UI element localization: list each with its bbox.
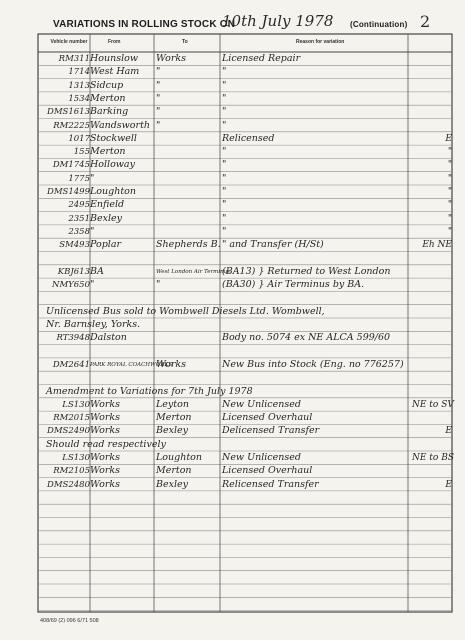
cell-end: " — [447, 187, 452, 197]
cell-from: Dalston — [90, 332, 127, 344]
column-header-from: From — [108, 39, 121, 45]
cell-end — [412, 53, 452, 65]
cell-from: BA — [90, 265, 104, 277]
cell-to: " — [156, 119, 161, 131]
cell-reason: " — [222, 106, 227, 118]
cell-end: " — [447, 160, 452, 171]
cell-reason: " — [222, 172, 227, 184]
cell-to: Merton — [156, 412, 192, 424]
cell-to: Shepherds B. — [156, 239, 221, 251]
cell-end — [412, 80, 452, 92]
cell-from: Enfield — [90, 199, 125, 211]
cell-end: " — [447, 173, 452, 184]
ledger-note-line — [46, 253, 406, 265]
cell-reason: (BA30) } Air Terminus by BA. — [222, 279, 365, 291]
cell-from: Barking — [90, 106, 129, 118]
cell-end — [412, 266, 452, 278]
cell-vehicle: DMS2480 — [47, 479, 90, 490]
cell-end: NE to BS — [412, 453, 454, 463]
cell-vehicle: 2495 — [68, 200, 90, 211]
cell-from: PARK ROYAL COACHWORKS — [90, 361, 173, 368]
cell-reason: (BA13) } Returned to West London — [222, 265, 391, 277]
form-footer: 408/69 (2) 096 6/71 508 — [40, 618, 99, 624]
cell-end — [412, 465, 452, 477]
cell-from: Works — [90, 412, 121, 424]
cell-from: Works — [90, 478, 121, 490]
cell-from: Bexley — [90, 212, 122, 224]
cell-vehicle: 2358 — [68, 226, 90, 237]
cell-vehicle: LS130 — [62, 399, 90, 410]
cell-end: " — [447, 213, 452, 224]
cell-vehicle: NMY650 — [52, 280, 90, 291]
cell-to — [156, 213, 220, 225]
cell-end — [412, 279, 452, 291]
cell-end — [412, 332, 452, 344]
column-header-vehicle: Vehicle number — [50, 39, 88, 45]
cell-from: Works — [90, 465, 121, 477]
cell-from: Works — [90, 398, 121, 410]
cell-from: Holloway — [90, 159, 135, 171]
ledger-note-line: Amendment to Variations for 7th July 1978 — [46, 385, 253, 397]
cell-vehicle: RM311 — [58, 54, 90, 64]
column-header-to: To — [182, 39, 188, 45]
ledger-note-line — [46, 346, 406, 358]
cell-to: Works — [156, 358, 187, 370]
cell-vehicle: DMS2490 — [47, 426, 90, 437]
cell-end — [412, 93, 452, 105]
cell-reason: " — [222, 159, 227, 171]
ledger-note-line: Unlicensed Bus sold to Wombwell Diesels Ltd. Wombwell, — [46, 305, 325, 317]
cell-reason: " — [222, 186, 227, 197]
cell-reason: Relicensed — [222, 132, 275, 144]
cell-end: E — [445, 479, 452, 490]
cell-reason: " and Transfer (H/St) — [222, 239, 324, 251]
cell-from: Merton — [90, 92, 126, 104]
cell-reason: New Bus into Stock (Eng. no 776257) — [222, 358, 404, 370]
form-title: VARIATIONS IN ROLLING STOCK ON — [53, 19, 236, 30]
cell-end — [412, 359, 452, 371]
cell-reason: " — [222, 146, 227, 158]
cell-to: West London Air Terminus — [156, 268, 230, 275]
cell-vehicle: KBJ613 — [57, 266, 90, 277]
cell-vehicle: 2351 — [68, 213, 90, 224]
cell-from: Merton — [90, 146, 126, 158]
cell-reason: " — [222, 79, 227, 91]
cell-vehicle: 1714 — [68, 67, 90, 78]
cell-reason: New Unlicensed — [222, 398, 301, 410]
cell-vehicle: DM1745 — [52, 160, 90, 171]
cell-to: " — [156, 106, 161, 118]
cell-to — [156, 173, 220, 185]
cell-end: NE to SV — [412, 399, 454, 410]
cell-reason: " — [222, 92, 227, 104]
cell-reason: New Unlicensed — [222, 452, 301, 463]
cell-vehicle: 1775 — [68, 173, 90, 184]
cell-vehicle: RM2225 — [53, 120, 90, 131]
cell-vehicle: 155 — [73, 147, 90, 158]
cell-reason: " — [222, 66, 227, 78]
cell-to: Merton — [156, 465, 192, 477]
cell-from: Loughton — [90, 186, 137, 197]
cell-from: Wandsworth — [90, 119, 151, 131]
cell-end: E — [445, 426, 452, 437]
cell-from: Works — [90, 452, 121, 463]
continuation-number: 2 — [420, 12, 431, 31]
cell-end — [412, 106, 452, 118]
form-date: 10th July 1978 — [222, 12, 334, 30]
cell-vehicle: 1017 — [68, 133, 90, 144]
cell-reason: Licensed Overhaul — [222, 412, 313, 424]
column-header-reason: Reason for variation — [296, 39, 345, 45]
cell-vehicle: 1534 — [68, 93, 90, 104]
cell-vehicle: RM2015 — [53, 413, 90, 424]
cell-to — [156, 146, 220, 158]
cell-vehicle: SM493 — [59, 240, 90, 251]
cell-to — [156, 332, 220, 344]
cell-from: Sidcup — [90, 79, 124, 91]
cell-end — [412, 120, 452, 132]
cell-end: E — [445, 133, 452, 144]
cell-end: " — [447, 226, 452, 237]
cell-end — [412, 412, 452, 424]
ledger-note-line — [46, 372, 406, 384]
cell-to — [156, 159, 220, 171]
cell-from: Works — [90, 425, 121, 437]
cell-to: Bexley — [156, 478, 188, 490]
cell-reason: " — [222, 212, 227, 224]
cell-from: Stockwell — [90, 132, 137, 144]
cell-to — [156, 226, 220, 238]
cell-to: Works — [156, 53, 187, 64]
cell-to — [156, 186, 220, 198]
cell-from: West Ham — [90, 66, 140, 78]
cell-end: " — [447, 147, 452, 158]
cell-reason: " — [222, 225, 227, 237]
cell-from: Poplar — [90, 239, 122, 251]
cell-reason: Body no. 5074 ex NE ALCA 599/60 — [222, 332, 391, 344]
cell-reason: " — [222, 119, 227, 131]
cell-to: " — [156, 66, 161, 78]
cell-from: Hounslow — [90, 53, 139, 64]
ledger-note-line — [46, 292, 406, 304]
ledger-note-line: Nr. Barnsley, Yorks. — [46, 319, 141, 330]
cell-to: " — [156, 279, 161, 291]
cell-to: " — [156, 92, 161, 104]
cell-vehicle: DMS1613 — [47, 107, 90, 118]
cell-to — [156, 199, 220, 211]
ledger-note-line: Should read respectively — [46, 438, 166, 450]
cell-reason: Delicensed Transfer — [222, 425, 320, 437]
cell-reason: Licensed Overhaul — [222, 465, 313, 477]
cell-vehicle: 1313 — [68, 80, 90, 91]
cell-to: " — [156, 79, 161, 91]
cell-end: Eh NE — [422, 240, 452, 251]
cell-end — [412, 66, 452, 78]
cell-to: Loughton — [156, 452, 203, 463]
cell-from: " — [90, 279, 95, 291]
continuation-label: (Continuation) — [350, 20, 408, 29]
cell-vehicle: RT3948 — [56, 333, 90, 344]
cell-to: Leyton — [156, 398, 189, 410]
cell-vehicle: DM2641 — [52, 359, 90, 370]
cell-reason: " — [222, 199, 227, 211]
cell-vehicle: DMS1499 — [47, 187, 90, 197]
cell-to: Bexley — [156, 425, 188, 437]
cell-vehicle: RM2105 — [53, 466, 90, 477]
cell-to — [156, 133, 220, 145]
cell-from: " — [90, 172, 95, 184]
cell-reason: Relicensed Transfer — [222, 478, 319, 490]
cell-end: " — [447, 200, 452, 211]
cell-reason: Licensed Repair — [222, 53, 301, 64]
cell-vehicle: LS130 — [62, 453, 90, 463]
cell-from: " — [90, 225, 95, 237]
